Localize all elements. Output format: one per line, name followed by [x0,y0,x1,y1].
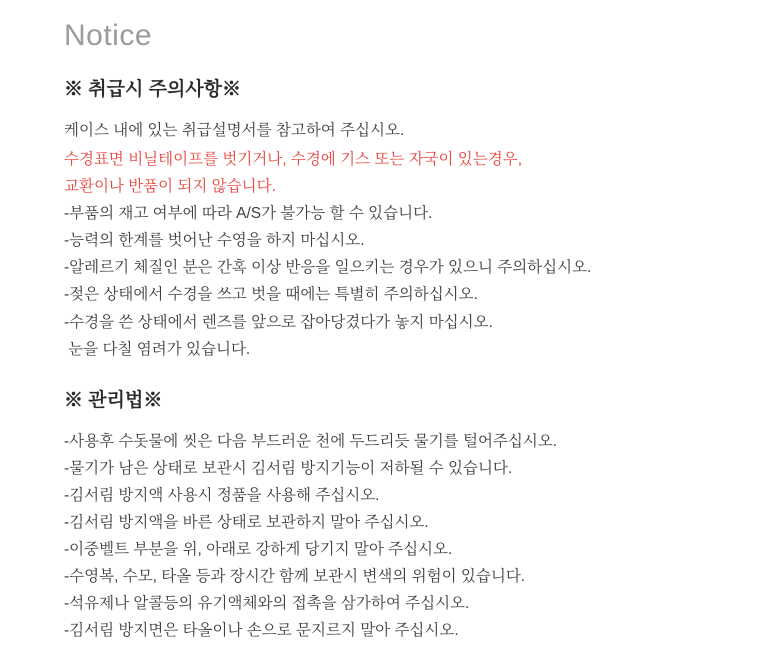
caution-line: 눈을 다칠 염려가 있습니다. [64,340,251,358]
care-line: -김서림 방지액을 바른 상태로 보관하지 말아 주십시오. [64,513,429,531]
care-line: -이중벨트 부분을 위, 아래로 강하게 당기지 말아 주십시오. [64,541,453,558]
care-line: -사용후 수돗물에 씻은 다음 부드러운 천에 두드리듯 물기를 털어주십시오. [64,432,558,450]
section-care [64,389,721,645]
section-cautions [64,78,721,363]
section-heading-care: ※ 관리법※ [64,389,163,411]
caution-line: -수경을 쓴 상태에서 렌즈를 앞으로 잡아당겼다가 놓지 마십시오. [64,313,493,331]
care-line: -김서림 방지면은 타올이나 손으로 문지르지 말아 주십시오. [64,622,459,640]
care-line: -김서림 방지액 사용시 정품을 사용해 주십시오. [64,486,380,504]
caution-line: -젖은 상태에서 수경을 쓰고 벗을 때에는 특별히 주의하십시오. [64,286,478,304]
care-line: -석유제나 알콜등의 유기액체와의 접촉을 삼가하여 주십시오. [64,595,470,613]
caution-line: -알레르기 체질인 분은 간혹 이상 반응을 일으키는 경우가 있으니 주의하십시오. [64,259,592,277]
page-title: Notice [64,19,153,52]
caution-line-warning: 교환이나 반품이 되지 않습니다. [64,177,276,195]
caution-line: -부품의 재고 여부에 따라 A/S가 불가능 할 수 있습니다. [64,205,433,223]
caution-line: 케이스 내에 있는 취급설명서를 참고하여 주십시오. [64,121,405,139]
care-line: -물기가 남은 상태로 보관시 김서림 방지기능이 저하될 수 있습니다. [64,459,513,477]
section-heading-cautions: ※ 취급시 주의사항※ [64,79,242,100]
caution-line-warning: 수경표면 비닐테이프를 벗기거나, 수경에 기스 또는 자국이 있는경우, [64,150,523,168]
care-line: -수영복, 수모, 타올 등과 장시간 함께 보관시 변색의 위험이 있습니다. [64,568,526,586]
caution-line: -능력의 한계를 벗어난 수영을 하지 마십시오. [64,232,365,250]
